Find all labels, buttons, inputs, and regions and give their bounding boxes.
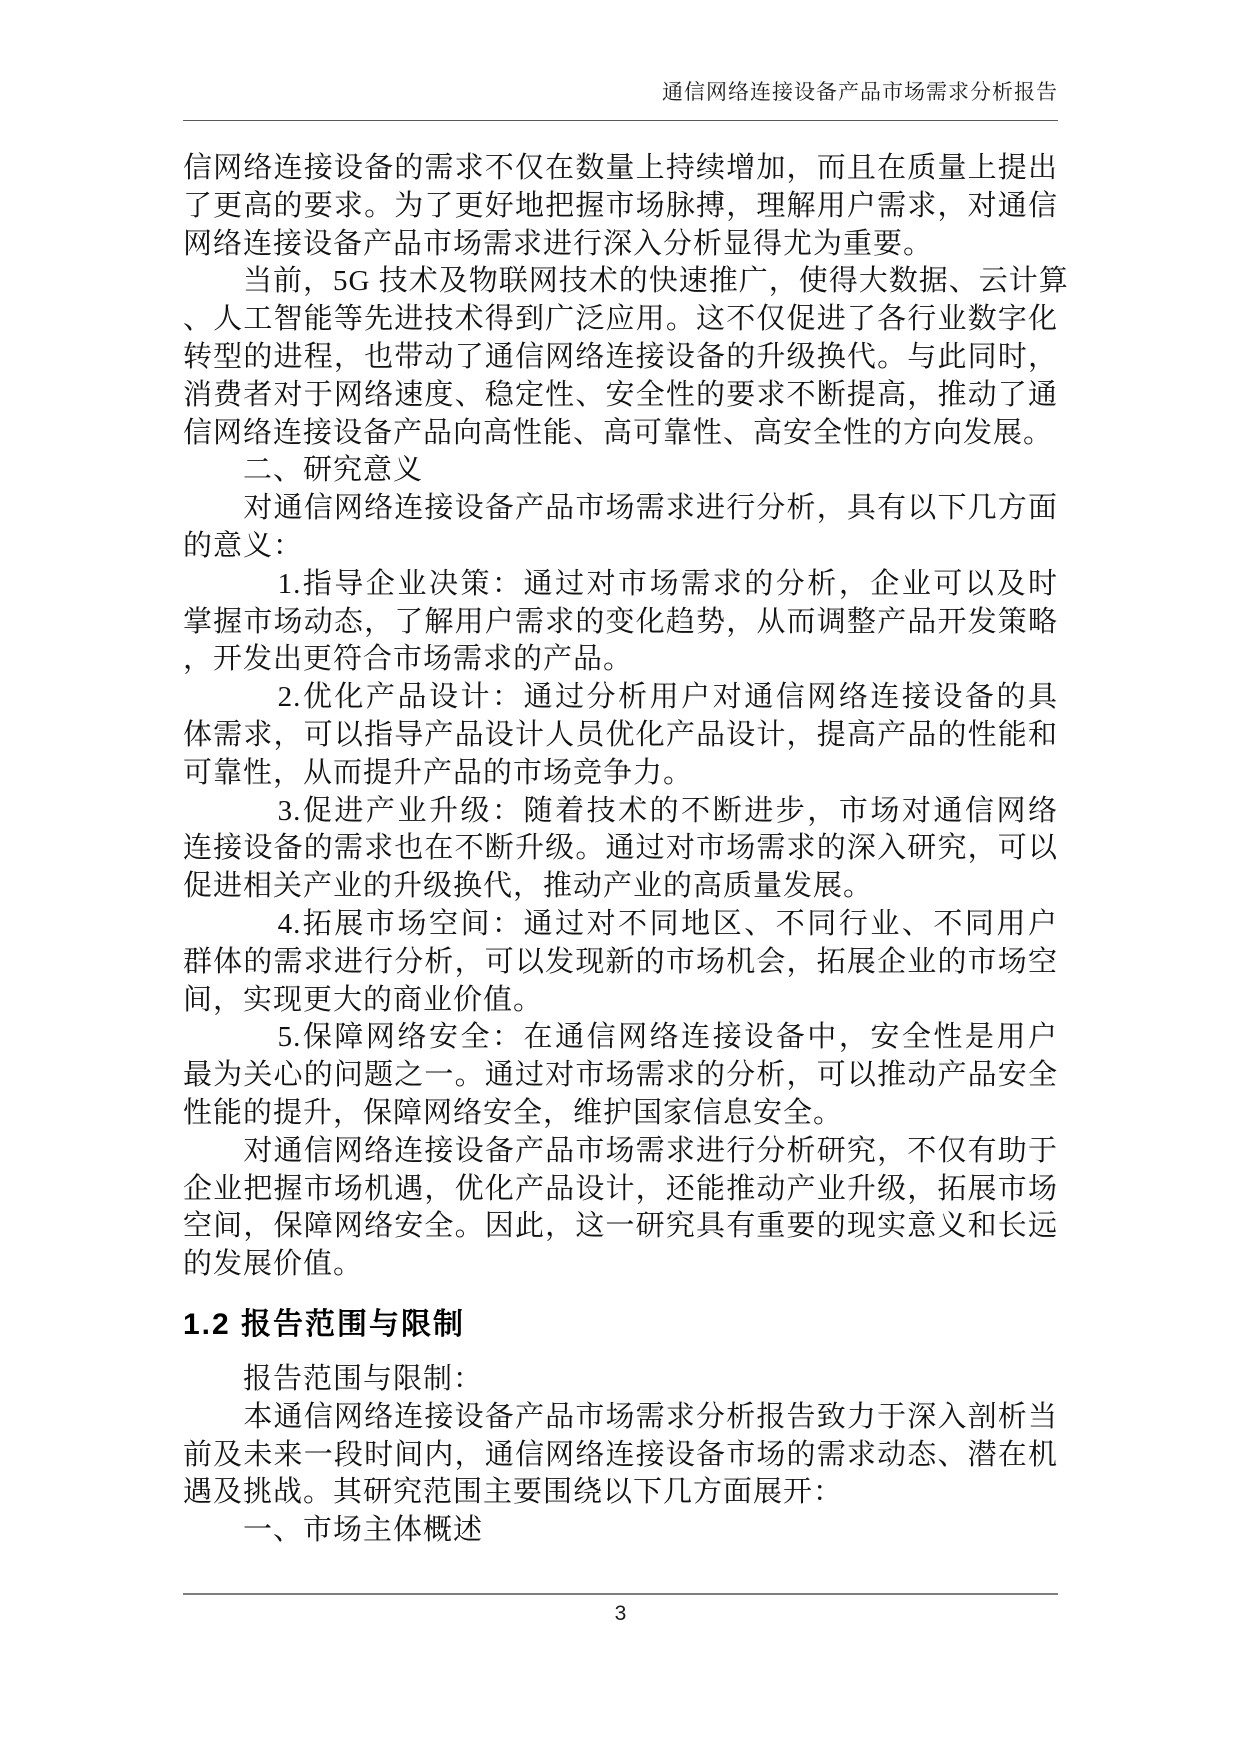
text-line: 前及未来一段时间内，通信网络连接设备市场的需求动态、潜在机 [183, 1438, 1058, 1471]
text-line: ，开发出更符合市场需求的产品。 [183, 643, 634, 676]
page-header [183, 80, 1058, 121]
text-line: 掌握市场动态，了解用户需求的变化趋势，从而调整产品开发策略 [183, 605, 1058, 638]
document-body [183, 150, 1069, 1550]
footer-divider [183, 1593, 1058, 1595]
text-line: 对通信网络连接设备产品市场需求进行分析，具有以下几方面 [183, 492, 1058, 525]
text-line: 群体的需求进行分析，可以发现新的市场机会，拓展企业的市场空 [183, 945, 1058, 978]
text-line: 促进相关产业的升级换代，推动产业的高质量发展。 [183, 870, 874, 903]
text-line: 的意义： [183, 529, 304, 562]
text-line: 3.促进产业升级：随着技术的不断进步，市场对通信网络 [183, 794, 1058, 827]
text-line: 企业把握市场机遇，优化产品设计，还能推动产业升级，拓展市场 [183, 1172, 1058, 1205]
header-title: 通信网络连接设备产品市场需求分析报告 [662, 81, 1058, 104]
text-line: 、人工智能等先进技术得到广泛应用。这不仅促进了各行业数字化 [183, 303, 1058, 336]
text-line: 遇及挑战。其研究范围主要围绕以下几方面展开： [183, 1476, 844, 1509]
text-line: 信网络连接设备产品向高性能、高可靠性、高安全性的方向发展。 [183, 416, 1054, 449]
text-line: 连接设备的需求也在不断升级。通过对市场需求的深入研究，可以 [183, 832, 1058, 865]
text-line: 的发展价值。 [183, 1248, 364, 1281]
text-line: 性能的提升，保障网络安全，维护国家信息安全。 [183, 1096, 844, 1129]
text-line: 最为关心的问题之一。通过对市场需求的分析，可以推动产品安全 [183, 1059, 1058, 1092]
body-paragraphs-bottom [183, 1361, 1058, 1550]
text-line: 本通信网络连接设备产品市场需求分析报告致力于深入剖析当 [183, 1400, 1058, 1433]
text-line: 2.优化产品设计：通过分析用户对通信网络连接设备的具 [183, 681, 1058, 714]
text-line: 4.拓展市场空间：通过对不同地区、不同行业、不同用户 [183, 907, 1058, 940]
text-line: 空间，保障网络安全。因此，这一研究具有重要的现实意义和长远 [183, 1210, 1058, 1243]
text-line: 消费者对于网络速度、稳定性、安全性的要求不断提高，推动了通 [183, 378, 1058, 411]
text-line: 体需求，可以指导产品设计人员优化产品设计，提高产品的性能和 [183, 718, 1058, 751]
text-line: 1.指导企业决策：通过对市场需求的分析，企业可以及时 [183, 567, 1058, 600]
page-number: 3 [614, 1602, 627, 1625]
text-line: 5.保障网络安全：在通信网络连接设备中，安全性是用户 [183, 1021, 1058, 1054]
text-line: 了更高的要求。为了更好地把握市场脉搏，理解用户需求，对通信 [183, 189, 1058, 222]
text-line: 网络连接设备产品市场需求进行深入分析显得尤为重要。 [183, 227, 934, 260]
text-line: 转型的进程，也带动了通信网络连接设备的升级换代。与此同时， [183, 340, 1058, 373]
text-line: 当前，5G 技术及物联网技术的快速推广，使得大数据、云计算 [183, 265, 1069, 298]
text-line: 报告范围与限制： [183, 1362, 484, 1395]
text-line: 可靠性，从而提升产品的市场竞争力。 [183, 756, 694, 789]
text-line: 间，实现更大的商业价值。 [183, 983, 544, 1016]
text-line: 信网络连接设备的需求不仅在数量上持续增加，而且在质量上提出 [183, 152, 1058, 184]
text-line: 一、市场主体概述 [183, 1514, 484, 1547]
text-line: 二、研究意义 [183, 454, 424, 487]
text-line: 对通信网络连接设备产品市场需求进行分析研究，不仅有助于 [183, 1134, 1058, 1167]
section-heading: 1.2 报告范围与限制 [183, 1307, 466, 1341]
body-paragraphs-top [183, 150, 1069, 1284]
